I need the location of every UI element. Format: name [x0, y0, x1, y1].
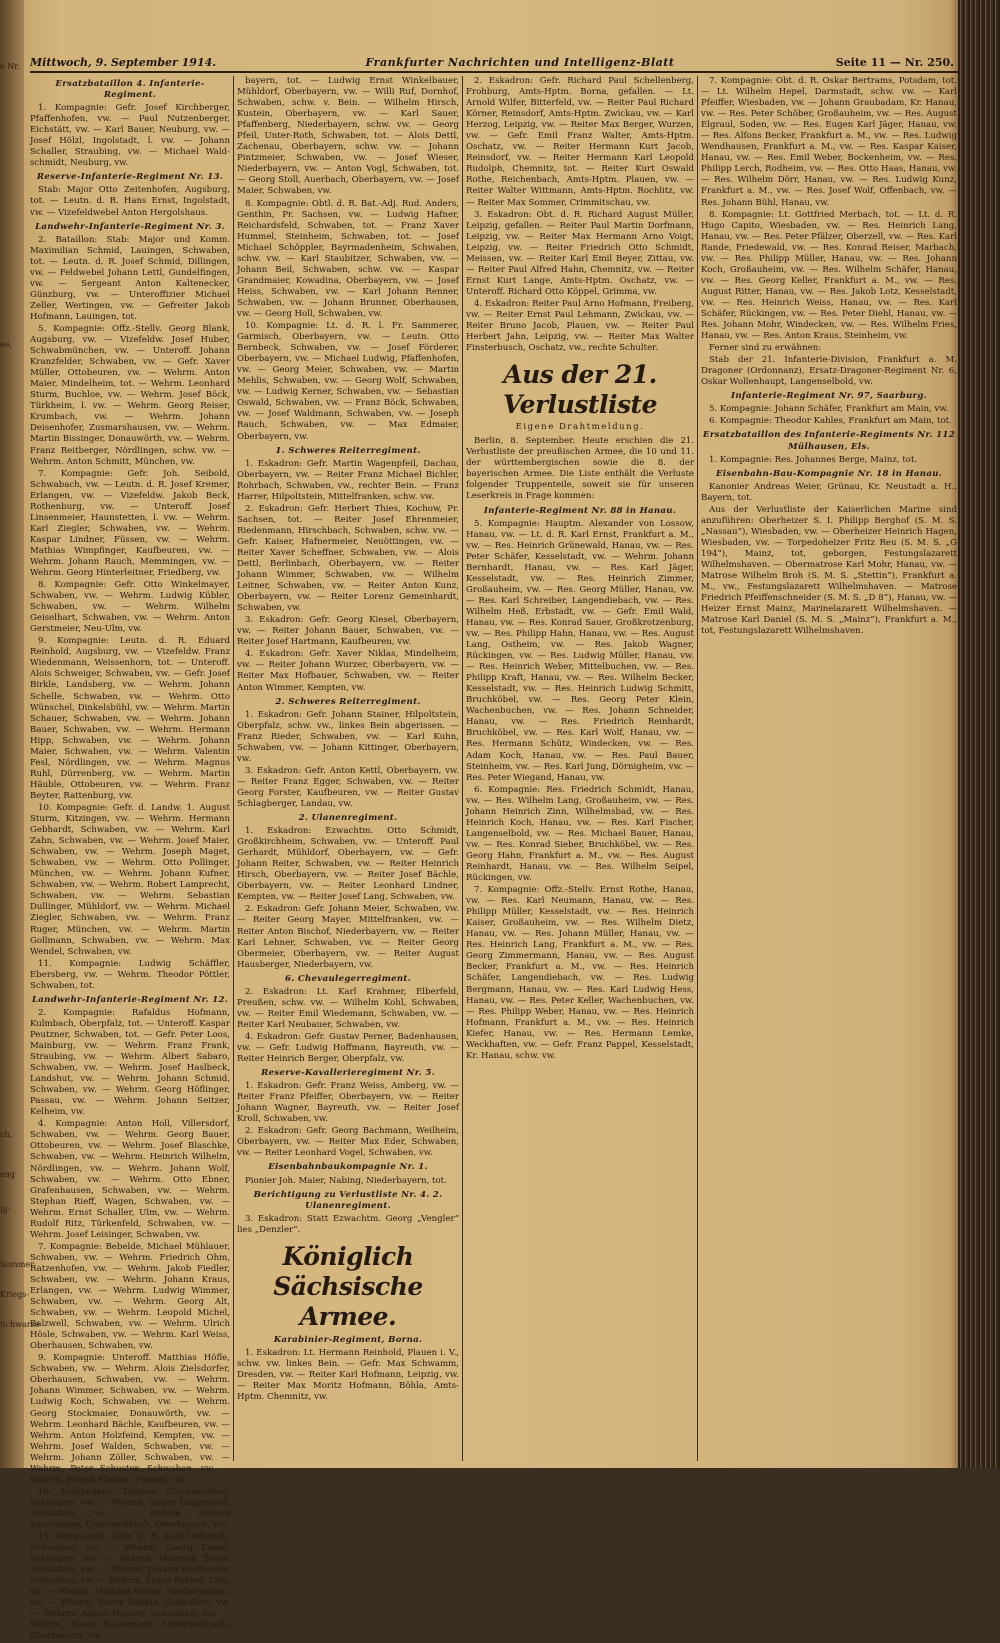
section-heading: Reserve-Infanterie-Regiment Nr. 13.	[36, 172, 224, 183]
column-3	[466, 76, 694, 1466]
page-stack-edge	[958, 0, 1000, 1468]
column-4	[701, 76, 957, 1466]
section-heading: Infanterie-Regiment Nr. 97, Saarburg.	[731, 391, 927, 402]
casualty-paragraph: bayern, tot. — Ludwig Ernst Winkelbauer, Mühldorf, Oberbayern, vw. — Willi Ruf, Dornhof, Schwaben, schw. v. Bein. — Wilhelm Hirsch, Kustein, Oberbayern, vw. — Karl Sauer, Pfaffenberg, Niederbayern, schw. vw. — Georg Pfeil, Unter-Roth, Schwaben, tot. — Alois Dettl, Zachenau, Oberbayern, schw. vw. — Johann Pintzmeier, Schwaben, vw. — Josef Wieser, Niederbayern, vw. — Anton Vogl, Schwaben, tot. — Georg Stoll, Auerbach, Oberbayern, vw. — Josef Maier, Schwaben, vw.	[237, 76, 459, 197]
casualty-paragraph: 1. Eskadron: Lt. Hermann Reinhold, Plauen i. V., schw. vw. linkes Bein. — Gefr. Max Schwamm, Dresden, vw. — Reiter Karl Hofmann, Leipzig, vw. — Reiter Max Moritz Hofmann, Böhla, Amts-Hptm. Chemnitz, vw.	[237, 1347, 459, 1402]
casualty-paragraph: 2. Bataillon: Stab: Major und Komm. Maximilian Schmid, Lauingen, Schwaben, tot. — Leutn. d. R. Josef Schmid, Dillingen, vw. — Feldwebel Johann Lettl, Gundelfingen, vw. — Sergeant Anton Kaltenecker, Günzburg, vw. — Unteroffizier Michael Zeller, Wertingen, vw. — Gefreiter Jakob Hofmann, Lauingen, tot.	[30, 234, 230, 322]
casualty-paragraph: 3. Eskadron: Obt. d. R. Richard August Müller, Leipzig, gefallen. — Reiter Paul Martin Dorfmann, Leipzig, vw. — Reiter Max Hermann Arno Voigt, Leipzig, vw. — Reiter Friedrich Otto Schmidt, Meissen, vw. — Reiter Karl Emil Beyer, Zittau, vw. — Reiter Paul Alfred Hahn, Chemnitz, vw. — Reiter Ernst Kurt Lange, Amts-Hptm. Oschatz, vw. — Unteroff. Richard Otto Köppel, Grimma, vw.	[466, 209, 694, 297]
column-divider	[697, 76, 698, 1461]
issue-date: Mittwoch, 9. September 1914.	[30, 56, 217, 69]
section-heading: Eisenbahn-Bau-Kompagnie Nr. 18 in Hanau.	[715, 468, 943, 479]
casualty-paragraph: Stab: Major Otto Zeitenhofen, Augsburg, tot. — Leutn. d. R. Hans Ernst, Ingolstadt, vw. — Vizefeldwebel Anton Hergolshaus.	[30, 185, 230, 218]
section-heading: 2. Schweres Reiterregiment.	[275, 696, 421, 707]
casualty-paragraph: 8. Kompagnie: Obtl. d. R. Bat.-Adj. Rud. Anders, Genthin, Pr. Sachsen, vw. — Ludwig Hafner, Reichardsfeld, Schwaben, tot. — Franz Xaver Hummel, Steinheim, Schwaben, tot. — Josef Michael Schöppler, Bayrmadenheim, Schwaben, schw. vw. — Karl Staubitzer, Schwaben, vw. — Johann Beil, Schwaben, schw. vw. — Kaspar Grandmaier, Kowadina, Oberbayern, vw. — Josef Heiss, Schwaben, vw. — Karl Johann Renner, Schwaben, vw. — Johann Brunner, Oberhausen, vw. — Georg Holl, Schwaben, vw.	[237, 198, 459, 319]
casualty-paragraph: 4. Kompagnie: Anton Holl, Villersdorf, Schwaben, vw. — Wehrm. Georg Bauer, Ottobeuren, vw. — Wehrm. Josef Blaschke, Schwaben, vw. — Wehrm. Heinrich Wilhelm, Nördlingen, vw. — Wehrm. Johann Wolf, Schwaben, vw. — Wehrm. Otto Ebner, Grafenhausen, Schwaben, vw. — Wehrm. Stephan Rieff, Wagen, Schwaben, vw. — Wehrm. Ernst Schaller, Ulm, vw. — Wehrm. Rudolf Ritz, Türkenfeld, Schwaben, vw. — Wehrm. Josef Leisinger, Schwaben, vw.	[30, 1119, 230, 1240]
column-1	[30, 76, 230, 1642]
casualty-paragraph: 1. Eskadron: Ezwachtm. Otto Schmidt, Großkirchheim, Schwaben, vw. — Unteroff. Paul Gerhardt, Mühldorf, Oberbayern, vw. — Gefr. Johann Reiter, Schwaben, vw. — Reiter Heinrich Hirsch, Oberbayern, vw. — Reiter Josef Bächle, Oberbayern, vw. — Reiter Leonhard Lindner, Kempten, vw. — Reiter Josef Lang, Schwaben, vw.	[237, 826, 459, 903]
spine-fragment: ch,	[0, 1130, 13, 1139]
section-heading: 2. Ulanenregiment.	[298, 813, 398, 824]
casualty-paragraph: 4. Eskadron: Gefr. Xaver Niklas, Mindelheim, vw. — Reiter Johann Wurzer, Oberbayern, vw. — Reiter Max Hofbauer, Schwaben, vw. — Reiter Anton Wimmer, Kempten, vw.	[237, 649, 459, 693]
casualty-paragraph: 6. Kompagnie: Theodor Kahles, Frankfurt am Main, tot.	[709, 416, 952, 427]
casualty-paragraph: 3. Eskadron: Gefr. Anton Kettl, Oberbayern, vw. — Reiter Franz Egger, Schwaben, vw. — Reiter Georg Forster, Kaufbeuren, vw. — Reiter Gustav Schlagberger, Landau, vw.	[237, 765, 459, 809]
casualty-paragraph: Aus der Verlustliste der Kaiserlichen Marine sind anzuführen: Oberheizer S. I. Philipp Berghof (S. M. S. „Nassau“), Wiesbaden, vw. — Oberheizer Heinrich Hagen, Wiesbaden, vw. — Torpedoheizer Fritz Reu (S. M. S. „G 194“), Mainz, tot, geborgen, Festungslazarett Wilhelmshaven. — Obermatrose Karl Mohr, Hanau, vw. — Matrose Wilhelm Broh (S. M. S. „Stettin“), Frankfurt a. M., vw., Festungslazarett Wilhelmshaven. — Matrose Friedrich Pfeiffenschneider (S. M. S. „D 8“), Hanau, vw. — Heizer Ernst Mainz, Marinelazarett Wilhelmshaven. — Matrose Karl Daniel (S. M. S. „Mainz“), Frankfurt a. M., tot, Festungslazarett Wilhelmshaven.	[701, 504, 957, 637]
casualty-paragraph: 10. Kompagnie: Lt. d. R. l. Fr. Sammerer, Garmisch, Oberbayern, vw. — Leutn. Otto Bernbeck, Schwaben, vw. — Josef Förderer, Oberbayern, vw. — Michael Ludwig, Pfaffenhofen, vw. — Georg Meier, Schwaben, vw. — Martin Mehlis, Schwaben, vw. — Georg Wolf, Schwaben, vw. — Ludwig Kerner, Schwaben, vw. — Sebastian Oswald, Schwaben, vw. — Franz Böck, Schwaben, vw. — Josef Waldmann, Schwaben, vw. — Joseph Rauch, Schwaben, vw. — Max Edmaier, Oberbayern, vw.	[237, 321, 459, 442]
header-rule	[30, 71, 958, 73]
casualty-paragraph: 7. Kompagnie: Bebelde, Michael Mühlauer, Schwaben, vw. — Wehrm. Friedrich Ohm, Ratzenhofen, vw. — Wehrm. Jakob Fiedler, Schwaben, vw. — Wehrm. Johann Kraus, Erlangen, vw. — Wehrm. Ludwig Wimmer, Schwaben, vw. — Wehrm. Georg Alt, Schwaben, vw. — Wehrm. Leopold Michel, Balzwell, Schwaben, vw. — Wehrm. Ulrich Hösle, Schwaben, vw. — Wehrm. Karl Weiss, Oberhausen, Schwaben, vw.	[30, 1241, 230, 1352]
section-heading: Reserve-Kavallerieregiment Nr. 5.	[261, 1068, 435, 1079]
masthead-title: Frankfurter Nachrichten und Intelligenz-Blatt	[365, 56, 675, 69]
casualty-paragraph: Ferner sind zu erwähnen:	[709, 343, 822, 354]
section-heading: Berichtigung zu Verlustliste Nr. 4. 2. Ulanenregiment.	[253, 1189, 443, 1211]
column-divider	[233, 76, 234, 1461]
column-divider	[462, 76, 463, 1461]
section-heading: Infanterie-Regiment Nr. 88 in Hanau.	[483, 505, 677, 516]
spine-fragment: eng	[0, 1170, 16, 1179]
spine-fragment: Schwarze	[0, 1320, 40, 1329]
article-headline: Königlich Sächsische Armee.	[273, 1241, 423, 1331]
section-heading: Ersatzbataillon 4. Infanterie-Regiment.	[55, 79, 205, 101]
article-subheading: Eigene Drahtmeldung.	[515, 422, 645, 433]
casualty-paragraph: 2. Eskadron: Gefr. Georg Bachmann, Weilheim, Oberbayern, vw. — Reiter Max Eder, Schwaben, vw. — Reiter Leonhard Vogel, Schwaben, vw.	[237, 1126, 459, 1159]
casualty-paragraph: 9. Kompagnie: Unteroff. Matthias Höfle, Schwaben, vw. — Wehrm. Alois Zielsdorfer, Oberhausen, Schwaben, vw. — Wehrm. Johann Wimmer, Schwaben, vw. — Wehrm. Ludwig Koch, Schwaben, vw. — Wehrm. Georg Stockmaier, Donauwörth, vw. — Wehrm. Leonhard Bächle, Kaufbeuren, vw. — Wehrm. Anton Holzfeind, Kempten, vw. — Wehrm. Josef Walden, Schwaben, vw. — Wehrm. Johann Zöller, Schwaben, vw. — Wehrm. Peter Schuster, Schwaben, vw. — Wehrm. Joseph Kleiner, Füssen, vw.	[30, 1353, 230, 1485]
casualty-paragraph: 7. Kompagnie: Offz.-Stellv. Ernst Rothe, Hanau, vw. — Res. Karl Neumann, Hanau, vw. — Res. Philipp Müller, Kesselstadt, vw. — Res. Heinrich Kaiser, Großauheim, vw. — Res. Wilhelm Dietz, Hanau, vw. — Res. Johann Müller, Hanau, vw. — Res. Heinrich Lang, Frankfurt a. M., vw. — Res. Georg Zimmermann, Hanau, vw. — Res. August Becker, Frankfurt a. M., vw. — Res. Heinrich Schäfer, Langendiebach, vw. — Res. Ludwig Bergmann, Hanau, vw. — Res. Karl Ludwig Hess, Hanau, vw. — Res. Peter Keller, Wachenbuchen, vw. — Res. Philipp Weber, Hanau, vw. — Res. Heinrich Hofmann, Frankfurt a. M., vw. — Res. Heinrich Kiefer, Hanau, vw. — Res. Hermann Lemke, Weckhaften, vw. — Gefr. Franz Pappel, Kesselstadt, Kr. Hanau, schw. vw.	[466, 885, 694, 1061]
casualty-paragraph: Berlin, 8. September. Heute erschien die 21. Verlustliste der preußischen Armee, die 10 und 11. der württembergischen sowie die 8. der bayerischen Armee. Die Liste enthält die Verluste folgender Truppenteile, soweit sie für unseren Leserkreis in Frage kommen:	[466, 436, 694, 502]
casualty-paragraph: 10. Kompagnie: Gefr. d. Landw. 1. August Sturm, Kitzingen, vw. — Wehrm. Hermann Gebhardt, Schwaben, vw. — Wehrm. Karl Zahn, Schwaben, vw. — Wehrm. Josef Maier, Schwaben, vw. — Wehrm. Joseph Maget, Schwaben, vw. — Wehrm. Otto Pollinger, München, vw. — Wehrm. Johann Kufner, Schwaben, vw. — Wehrm. Robert Lamprecht, Schwaben, vw. — Wehrm. Sebastian Dullinger, Mühldorf, vw. — Wehrm. Michael Ziegler, Schwaben, vw. — Wehrm. Franz Ruger, München, vw. — Wehrm. Martin Gollmann, Schwaben, vw. — Wehrm. Max Wendel, Schwaben, vw.	[30, 803, 230, 957]
casualty-paragraph: 7. Kompagnie: Obt. d. R. Oskar Bertrams, Potsdam, tot. — Lt. Wilhelm Hepel, Darmstadt, schw. vw. — Karl Pfeiffer, Wiesbaden, vw. — Johann Graubadam, Kr. Hanau, vw. — Res. Peter Schöber, Großauheim, vw. — Res. August Elgraul, Soden, vw. — Res. Eugen Karl Jäger, Hanau, vw. — Res. Alfons Becker, Frankfurt a. M., vw. — Res. Ludwig Wendhausen, Frankfurt a. M., vw. — Res. Kaspar Kaiser, Hanau, vw. — Res. Emil Weber, Bockenheim, vw. — Res. Philipp Lerch, Rodheim, vw. — Res. Otto Haas, Hanau, vw. — Res. Wilhelm Dörr, Hanau, vw. — Res. Ludwig Kunz, Frankfurt a. M., vw. — Res. Josef Wolf, Offenbach, vw. — Res. Johann Bühl, Hanau, vw.	[701, 76, 957, 208]
section-heading: Eisenbahnbaukompagnie Nr. 1.	[268, 1162, 428, 1173]
spine-fragment: ig-	[0, 1205, 11, 1214]
casualty-paragraph: 2. Eskadron: Lt. Karl Krahmer, Elberfeld, Preußen, schw. vw. — Wilhelm Kohl, Schwaben, vw. — Reiter Emil Wiedemann, Schwaben, vw. — Reiter Karl Neubauer, Schwaben, vw.	[237, 986, 459, 1030]
casualty-paragraph: 1. Eskadron: Gefr. Franz Weiss, Amberg, vw. — Reiter Franz Pfeiffer, Oberbayern, vw. — Reiter Johann Wagner, Bayreuth, vw. — Reiter Josef Kroll, Schwaben, vw.	[237, 1081, 459, 1125]
casualty-paragraph: 1. Kompagnie: Res. Johannes Berge, Mainz, tot.	[709, 454, 918, 465]
casualty-paragraph: 10. Kompagnie: Thomas Glöcknerstner, Schwaben, vw. — Wehrm. Georg Langerfeld, Schwaben, vw. — Wehrm. Johann Sauermann, Unterweilbach, Oberbayern, vw.	[30, 1486, 230, 1530]
article-headline: Aus der 21. Verlustliste	[503, 360, 657, 420]
casualty-paragraph: Kanonier Andreas Weier, Grünau, Kr. Neustadt a. H., Bayern, tot.	[701, 481, 957, 503]
section-heading: 1. Schweres Reiterregiment.	[275, 445, 421, 456]
column-2	[237, 76, 459, 1466]
casualty-paragraph: 2. Eskadron: Gefr. Johann Meier, Schwaben, vw. — Reiter Georg Mayer, Mittelfranken, vw. — Reiter Anton Bischof, Niederbayern, vw. — Reiter Karl Lehner, Schwaben, vw. — Reiter Georg Obermeier, Oberbayern, vw. — Reiter August Hausberger, Niederbayern, vw.	[237, 904, 459, 970]
casualty-paragraph: 2. Eskadron: Gefr. Herbert Thies, Kochow, Pr. Sachsen, tot. — Reiter Josef Ehrenmeier, Riedenmann, Hirschbach, Schwaben, schw. vw. — Gefr. Kaiser, Hafnermeier, Neuöttingen, vw. — Reiter Xaver Scheffner, Schwaben, vw. — Alois Dettl, Berlinbach, Oberbayern, vw. — Reiter Johann Wimmer, Schwaben, vw. — Wilhelm Leitner, Schwaben, vw. — Reiter Anton Kunz, Oberbayern, vw. — Reiter Lorenz Gemeinhardt, Schwaben, vw.	[237, 503, 459, 614]
casualty-paragraph: 3. Eskadron: Gefr. Georg Kiesel, Oberbayern, vw. — Reiter Johann Bauer, Schwaben, vw. — Reiter Josef Hartmann, Kaufbeuren, vw.	[237, 615, 459, 648]
casualty-paragraph: 7. Kompagnie: Gefr. Joh. Seibold, Schwabach, vw. — Leutn. d. R. Josef Kremer, Erlangen, vw. — Vizefeldw. Jakob Beck, Rothenburg, vw. — Unteroff. Josef Linsenmeier, Haunstetten, l. vw. — Wehrm. Karl Ziegler, Schwaben, vw. — Wehrm. Kaspar Lindner, Füssen, vw. — Wehrm. Mathias Wimpfinger, Kaufbeuren, vw. — Wehrm. Johann Rauch, Memmingen, vw. — Wehrm. Georg Hinterleitner, Friedberg, vw.	[30, 468, 230, 579]
page-number: Seite 11 — Nr. 250.	[835, 56, 954, 69]
spine-fragment: Sommer	[0, 1260, 35, 1269]
spine-fragment: ee,	[0, 340, 13, 349]
casualty-paragraph: 1. Eskadron: Gefr. Martin Wagenpfeil, Dachau, Oberbayern, vw. — Reiter Franz Michael Bichler, Rohrbach, Schwaben, vw., rechter Bein. — Franz Harrer, Hilpoltstein, Mittelfranken, schw. vw.	[237, 458, 459, 502]
casualty-paragraph: 1. Eskadron: Gefr. Johann Stainer, Hilpoltstein, Oberpfalz, schw. vw., linkes Bein abgerissen. — Franz Rieder, Schwaben, vw. — Karl Kuhn, Schwaben, vw. — Johann Kittinger, Oberbayern, vw.	[237, 709, 459, 764]
casualty-paragraph: 5. Kompagnie: Offz.-Stellv. Georg Blank, Augsburg, vw. — Vizefeldw. Josef Huber, Schwabmünchen, vw. — Unteroff. Johann Kranzfelder, Schwaben, vw. — Gefr. Xaver Müller, Ottobeuren, vw. — Wehrm. Anton Maier, Mindelheim, tot. — Wehrm. Leonhard Sturm, Buchloe, vw. — Wehrm. Josef Böck, Türkheim, l. vw. — Wehrm. Georg Reiser, Krumbach, vw. — Wehrm. Johann Deisenhofer, Zusmarshausen, vw. — Wehrm. Martin Bissinger, Donauwörth, vw. — Wehrm. Franz Reitberger, Nördlingen, schw. vw. — Wehrm. Anton Schmitt, München, vw.	[30, 323, 230, 467]
spine-fragment: Kriegs-	[0, 1290, 30, 1299]
casualty-paragraph: 8. Kompagnie: Lt. Gottfried Merbach, tot. — Lt. d. R. Hugo Capito, Wiesbaden, vw. — Res. Heinrich Lang, Hanau, vw. — Res. Peter Pfälzer, Oberzell, vw. — Res. Karl Rande, Friedewald, vw. — Res. Konrad Reiser, Marbach, vw. — Res. Philipp Müller, Hanau, vw. — Res. Johann Koch, Großauheim, vw. — Res. Wilhelm Schäfer, Hanau, vw. — Res. Georg Keller, Frankfurt a. M., vw. — Res. August Ritter, Hanau, vw. — Res. Jakob Lotz, Kesselstadt, vw. — Res. Heinrich Weiss, Hanau, vw. — Res. Karl Schäfer, Rückingen, vw. — Res. Peter Diehl, Hanau, vw. — Res. Johann Mohr, Windecken, vw. — Res. Wilhelm Fries, Hanau, vw. — Res. Anton Kraus, Steinheim, vw.	[701, 209, 957, 342]
casualty-paragraph: 5. Kompagnie: Hauptm. Alexander von Lossow, Hanau, vw. — Lt. d. R. Karl Ernst, Frankfurt a. M., vw. — Res. Heinrich Grünewald, Hanau, vw. — Res. Peter Schäfer, Kesselstadt, vw. — Wehrm. Johann Bernhardt, Hanau, vw. — Res. Karl Jäger, Kesselstadt, vw. — Res. Heinrich Zimmer, Großauheim, vw. — Res. Georg Müller, Hanau, vw. — Res. Karl Schreiber, Langendiebach, vw. — Res. Wilhelm Heß, Erbstadt, vw. — Gefr. Emil Wald, Hanau, vw. — Res. Konrad Sauer, Großkrotzenburg, vw. — Res. Philipp Hahn, Hanau, vw. — Res. August Lang, Ostheim, vw. — Res. Jakob Wagner, Rückingen, vw. — Res. Ludwig Müller, Hanau, vw. — Res. Heinrich Weber, Mittelbuchen, vw. — Res. Philipp Kraft, Hanau, vw. — Res. Wilhelm Becker, Kesselstadt, vw. — Res. Heinrich Ludwig Schmitt, Bruchköbel, vw. — Res. Georg Peter Klein, Wachenbuchen, vw. — Res. Johann Schneider, Hanau, vw. — Res. Friedrich Reinhardt, Bruchköbel, vw. — Res. Karl Wolf, Hanau, vw. — Res. Hermann Schütz, Windecken, vw. — Res. Adam Koch, Hanau, vw. — Res. Paul Bauer, Steinheim, vw. — Res. Karl Jung, Dörnigheim, vw. — Res. Peter Wiegand, Hanau, vw.	[466, 518, 694, 783]
casualty-paragraph: 4. Eskadron: Reiter Paul Arno Hofmann, Freiberg, vw. — Reiter Ernst Paul Lehmann, Zwickau, vw. — Reiter Bruno Jacob, Plauen, vw. — Reiter Paul Herbert Jahn, Leipzig, vw. — Reiter Max Walter Finsterbusch, Oschatz, vw., rechte Schulter.	[466, 298, 694, 354]
casualty-paragraph: Pionier Joh. Maier, Nabing, Niederbayern, tot.	[245, 1175, 447, 1186]
section-heading: 6. Chevaulegerregiment.	[284, 973, 411, 984]
section-heading: Landwehr-Infanterie-Regiment Nr. 3.	[35, 221, 225, 232]
section-heading: Karabinier-Regiment, Borna.	[273, 1334, 423, 1345]
page-header	[30, 56, 958, 70]
facing-page-edge	[0, 0, 40, 1468]
casualty-paragraph: 2. Eskadron: Gefr. Richard Paul Schellenberg, Frohburg, Amts-Hptm. Borna, gefallen. — Lt. Arnold Wilfer, Bitterfeld, vw. — Reiter Paul Richard Körner, Reinsdorf, Amts-Hptm. Zwickau, vw. — Karl Herzog, Leipzig, vw. — Reiter Max Berger, Wurzen, vw. — Gefr. Emil Franz Walter, Amts-Hptm. Oschatz, vw. — Reiter Hermann Kurt Jacob, Reinsdorf, vw. — Reiter Hermann Karl Leopold Rudolph, Chemnitz, tot. — Reiter Kurt Oswald Rothe, Reichenbach, Amts-Hptm. Plauen, vw. — Reiter Walter Wittmann, Amts-Hptm. Rochlitz, vw. — Reiter Max Sommer, Crimmitschau, vw.	[466, 76, 694, 208]
casualty-paragraph: 1. Kompagnie: Gefr. Josef Kirchberger, Pfaffenhofen, vw. — Paul Nutzenberger, Eichstätt, vw. — Karl Bauer, Neuburg, vw. — Josef Hölzl, Ingolstadt, l. vw. — Johann Schaller, Straubing, vw. — Michael Wald-schmidt, Neuburg, vw.	[30, 103, 230, 169]
casualty-paragraph: 3. Eskadron: Statt Ezwachtm. Georg „Vengler“ lies „Denzler“.	[237, 1213, 459, 1235]
casualty-paragraph: 5. Kompagnie: Johann Schäfer, Frankfurt am Main, vw.	[709, 404, 949, 415]
casualty-paragraph: 11. Kompagnie: Gefr. d. R. Karl Oefferich, Schwaben, vw. — Wehrm. Georg Kiesel, Schwaben, vw. — Wehrm. Heinrich Teller, Schwaben, vw. — Wehrm. Johann Greilmeier, Schwaben, vw. — Wehrm. Franz Pablad, Ulm, vw. — Wehrm. Michael Müller, Niederraunau, vw. — Wehrm. Xaver Kunkle, Schwaben, vw. — Wehrm. Anton Hauser, Schwaben, vw. — Wehrm. Xaver Sauermann, Unterweilbach, Oberbayern, vw.	[30, 1532, 230, 1642]
casualty-paragraph: 4. Eskadron: Gefr. Gustav Perner, Badenhausen, vw. — Gefr. Ludwig Hoffmann, Bayreuth, vw. — Reiter Heinrich Berger, Oberpfalz, vw.	[237, 1031, 459, 1065]
casualty-paragraph: 6. Kompagnie: Res. Friedrich Schmidt, Hanau, vw. — Res. Wilhelm Lang, Großauheim, vw. — Res. Johann Heinrich Zinn, Wilhelmsbad, vw. — Res. Heinrich Koch, Hanau, vw. — Res. Karl Fischer, Langenselbold, vw. — Res. Michael Bauer, Hanau, vw. — Res. Konrad Sieber, Bruchköbel, vw. — Res. Georg Hahn, Frankfurt a. M., vw. — Res. August Reinhardt, Hanau, vw. — Res. Wilhelm Seipel, Rückingen, vw.	[466, 784, 694, 884]
spine-fragment: e Nr.	[0, 62, 20, 71]
section-heading: Landwehr-Infanterie-Regiment Nr. 12.	[31, 994, 229, 1005]
casualty-paragraph: Stab der 21. Infanterie-Division, Frankfurt a. M. Dragoner (Ordonnanz), Ersatz-Dragoner-Regiment Nr. 6, Oskar Wollenhaupt, Langenselbold, vw.	[701, 355, 957, 388]
section-heading: Ersatzbataillon des Infanterie-Regiments Nr. 112 Mülhausen, Els.	[703, 430, 955, 452]
casualty-paragraph: 2. Kompagnie: Rafaldus Hofmann, Kulmbach, Oberpfalz, tot. — Unteroff. Kaspar Peutzner, Schwaben, tot. — Gefr. Peter Loos, Mainburg, vw. — Wehrm. Franz Frank, Straubing, vw. — Wehrm. Albert Sabaro, Schwaben, vw. — Wehrm. Josef Haslbeck, Landshut, vw. — Wehrm. Johann Schmid, Schwaben, vw. — Wehrm. Georg Höflinger, Passau, vw. — Wehrm. Johann Seitzer, Kelheim, vw.	[30, 1007, 230, 1118]
casualty-paragraph: 8. Kompagnie: Gefr. Otto Winkelmayer, Schwaben, vw. — Wehrm. Ludwig Kübler, Schwaben, vw. — Wehrm. Wilhelm Geiselhart, Schwaben, vw. — Wehrm. Anton Gerstmeier, Neu-Ulm, vw.	[30, 580, 230, 635]
casualty-paragraph: 9. Kompagnie: Leutn. d. R. Eduard Reinhold, Augsburg, vw. — Vizefeldw. Franz Wiedenmann, Weissenhorn, tot. — Unteroff. Alois Schweiger, Schwaben, vw. — Gefr. Josef Birkle, Landsberg, vw. — Wehrm. Johann Schelle, Schwaben, vw. — Wehrm. Otto Wünschel, Dinkelsbühl, vw. — Wehrm. Martin Schauer, Schwaben, vw. — Wehrm. Johann Bauer, Schwaben, vw. — Wehrm. Hermann Hipp, Schwaben, vw. — Wehrm. Johann Maier, Schwaben, vw. — Wehrm. Valentin Fesl, Nördlingen, vw. — Wehrm. Magnus Ruhl, Dürrenberg, vw. — Wehrm. Martin Häuble, Ottobeuren, vw. — Wehrm. Franz Beyter, Rattenburg, vw.	[30, 636, 230, 801]
casualty-paragraph: 11. Kompagnie: Ludwig Schäffler, Ebersberg, vw. — Wehrm. Theodor Pöttler, Schwaben, tot.	[30, 958, 230, 991]
